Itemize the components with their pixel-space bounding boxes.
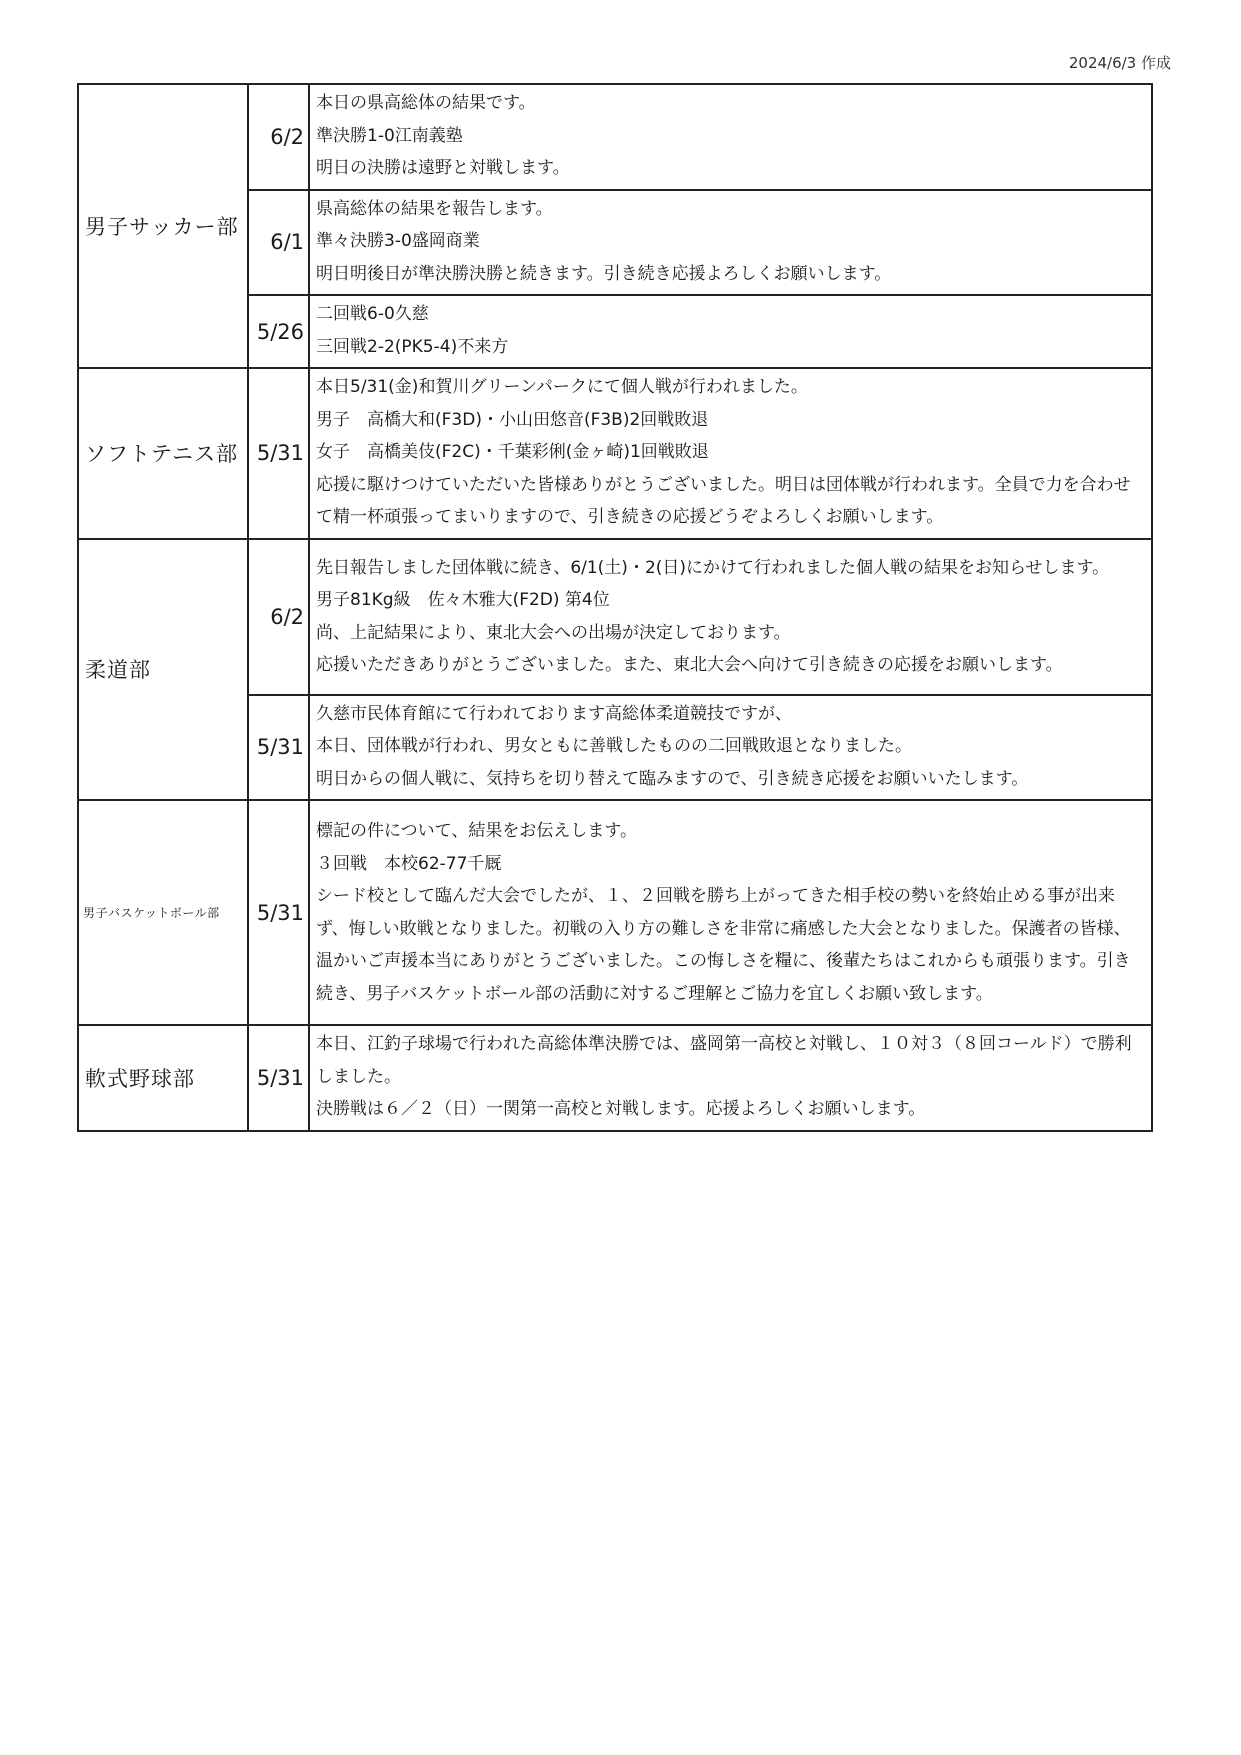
- table-row: [78, 368, 1152, 539]
- report-line: 応援いただきありがとうございました。また、東北大会へ向けて引き続きの応援をお願いします。: [316, 655, 1063, 675]
- report-date: 6/1: [248, 190, 309, 296]
- report-line: 女子 高橋美伎(F2C)・千葉彩俐(金ヶ崎)1回戦敗退: [316, 442, 709, 462]
- report-date: 6/2: [248, 539, 309, 695]
- table-row: [78, 800, 1152, 1025]
- report-text: [309, 1025, 1152, 1131]
- report-text: [309, 800, 1152, 1025]
- report-line: ３回戦 本校62-77千厩: [316, 853, 502, 874]
- report-date: 5/31: [248, 1025, 309, 1131]
- report-line: 明日からの個人戦に、気持ちを切り替えて臨みますので、引き続き応援をお願いいたします。: [316, 768, 1029, 789]
- club-name: 柔道部: [78, 539, 248, 801]
- report-line: 先日報告しました団体戦に続き、6/1(土)・2(日)にかけて行われました個人戦の結果をお知らせします。: [316, 557, 1110, 578]
- report-line: 三回戦2-2(PK5-4)不来方: [316, 336, 509, 357]
- report-line: 本日、江釣子球場で行われた高総体準決勝では、盛岡第一高校と対戦し、１０対３（８回コールド）で勝利しました。: [316, 1034, 1132, 1087]
- report-date: 6/2: [248, 84, 309, 190]
- report-date: 5/26: [248, 295, 309, 368]
- report-line: 久慈市民体育館にて行われております高総体柔道競技ですが、: [316, 703, 792, 724]
- table-row: [78, 539, 1152, 695]
- report-text: [309, 84, 1152, 190]
- club-name: 男子バスケットボール部: [78, 800, 248, 1025]
- created-date: 2024/6/3 作成: [1068, 54, 1171, 72]
- report-line: 本日の県高総体の結果です。: [316, 93, 536, 113]
- club-name: 男子サッカー部: [78, 84, 248, 368]
- report-line: 男子 高橋大和(F3D)・小山田悠音(F3B)2回戦敗退: [316, 409, 709, 430]
- report-line: 応援に駆けつけていただいた皆様ありがとうございました。明日は団体戦が行われます。全員で力を合わせて精一杯頑張ってまいりますので、引き続きの応援どうぞよろしくお願いします。: [316, 474, 1131, 527]
- report-line: 男子81Kg級 佐々木雅大(F2D) 第4位: [316, 590, 610, 610]
- report-line: 準々決勝3-0盛岡商業: [316, 231, 480, 251]
- report-line: 標記の件について、結果をお伝えします。: [316, 821, 637, 841]
- report-text: [309, 368, 1152, 539]
- results-table: [77, 83, 1153, 1132]
- report-line: 明日の決勝は遠野と対戦します。: [316, 158, 570, 178]
- report-line: 二回戦6-0久慈: [316, 304, 429, 324]
- report-line: 決勝戦は６／２（日）一関第一高校と対戦します。応援よろしくお願いします。: [316, 1099, 926, 1119]
- report-line: 本日5/31(金)和賀川グリーンパークにて個人戦が行われました。: [316, 377, 808, 397]
- report-date: 5/31: [248, 695, 309, 801]
- report-line: 尚、上記結果により、東北大会への出場が決定しております。: [316, 622, 791, 643]
- report-line: 準決勝1-0江南義塾: [316, 125, 463, 146]
- table-row: [78, 84, 1152, 190]
- report-date: 5/31: [248, 368, 309, 539]
- report-text: [309, 190, 1152, 296]
- club-name: 軟式野球部: [78, 1025, 248, 1131]
- report-line: 明日明後日が準決勝決勝と続きます。引き続き応援よろしくお願いします。: [316, 263, 892, 284]
- report-line: 本日、団体戦が行われ、男女ともに善戦したものの二回戦敗退となりました。: [316, 736, 913, 756]
- report-text: [309, 695, 1152, 801]
- report-text: [309, 295, 1152, 368]
- club-name: ソフトテニス部: [78, 368, 248, 539]
- report-date: 5/31: [248, 800, 309, 1025]
- report-text: [309, 539, 1152, 695]
- report-line: 県高総体の結果を報告します。: [316, 198, 553, 219]
- report-line: シード校として臨んだ大会でしたが、１、２回戦を勝ち上がってきた相手校の勢いを終始止める事が出来ず、悔しい敗戦となりました。初戦の入り方の難しさを非常に痛感した大会となりました。保護者の皆様、温かいご声援本当にありがとうございました。この悔しさを糧に、後輩たちはこれからも頑張ります。引き続き、男子バスケットボール部の活動に対するご理解とご協力を宜しくお願い致します。: [316, 886, 1131, 1004]
- table-row: [78, 1025, 1152, 1131]
